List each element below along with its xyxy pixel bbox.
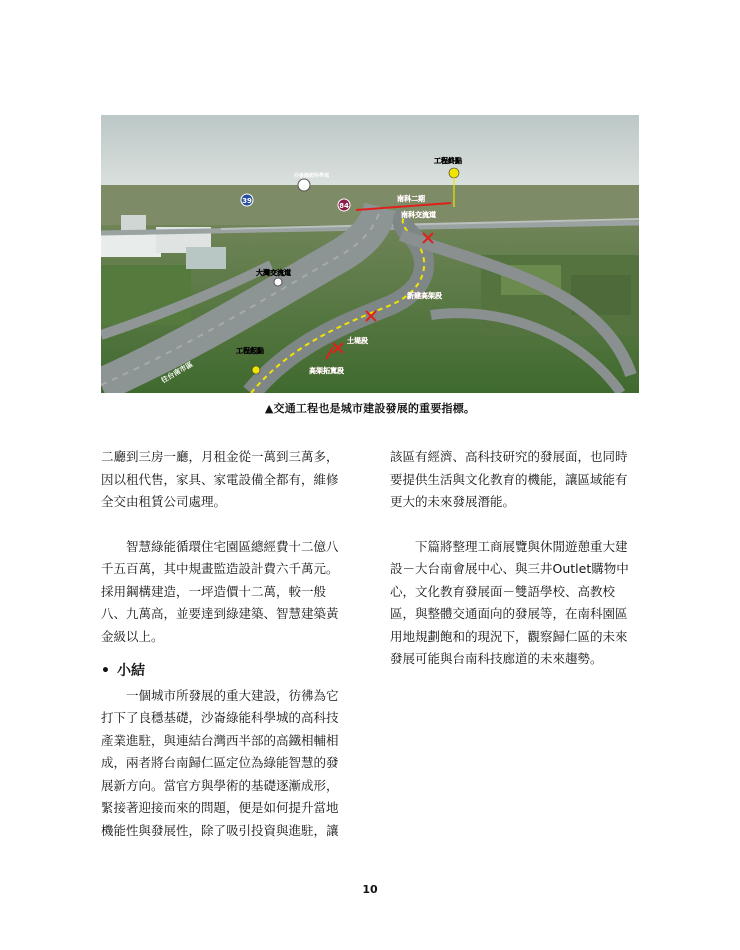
label-south-science-interchange: 南科交流道 bbox=[401, 211, 436, 219]
photo-caption: ▲交通工程也是城市建設發展的重要指標。 bbox=[264, 402, 476, 415]
left-paragraph-2: 智慧綠能循環住宅園區總經費十二億八 千五百萬，其中規畫監造設計費六千萬元。 採用鋼構建造，一坪造價十二萬，較一般 八、九萬高，並要達到綠建築、智慧建築黃 金級以上。 bbox=[101, 538, 339, 644]
route-84-label: 84 bbox=[339, 202, 349, 210]
left-paragraph-3: 一個城市所發展的重大建設，彷彿為它 打下了良穩基礎，沙崙綠能科學城的高科技 產業進駐，與連結台灣西半部的高鐵相輔相 成，兩者將台南歸仁區定位為綠能智慧的發 展新方向。當官方與學術的基礎逐漸成形， 緊接著迎接而來的問題，便是如何提升當地 機能性與發展性，除了吸引投資與進駐，讓 bbox=[101, 687, 339, 838]
label-logo: 沙崙綠能科學城 bbox=[294, 173, 330, 179]
label-dawan-interchange: 大灣交流道 bbox=[256, 269, 291, 277]
label-engineering-end: 工程終點 bbox=[434, 157, 462, 165]
route-39-label: 39 bbox=[242, 197, 252, 205]
sky bbox=[101, 115, 639, 193]
label-to-tainan: 往台南市區 bbox=[160, 360, 195, 385]
right-paragraph-1: 該區有經濟、高科技研究的發展面，也同時 要提供生活與文化教育的機能，讓區域能有 更大的未來發展潛能。 bbox=[390, 449, 628, 509]
label-engineering-start: 工程起點 bbox=[236, 347, 264, 355]
label-widened-viaduct: 高架拓寬段 bbox=[309, 367, 344, 375]
page-number: 10 bbox=[362, 883, 378, 896]
label-south-science-2nd: 南科二期 bbox=[397, 195, 425, 203]
right-column bbox=[390, 446, 648, 671]
right-paragraph-2: 下篇將整理工商展覽與休閒遊憩重大建 設－大台南會展中心、與三井Outlet購物中 心，文化教育發展面－雙語學校、高教校 區，與整體交通面向的發展等，在南科園區 用地規劃飽和的現況下，觀察歸仁區的未來 發展可能與台南科技廊道的未來趨勢。 bbox=[390, 538, 629, 666]
bullet-icon: • bbox=[101, 663, 110, 679]
left-paragraph-1: 二廳到三房一廳，月租金從一萬到三萬多， 因以租代售，家具、家電設備全都有，維修 全交由租賃公司處理。 bbox=[101, 449, 339, 509]
label-earthwork: 土堤段 bbox=[347, 337, 368, 345]
aerial-highway-photo bbox=[101, 115, 639, 393]
section-heading-text: 小結 bbox=[117, 663, 145, 679]
label-new-viaduct: 新建高架段 bbox=[407, 292, 442, 300]
section-heading bbox=[101, 660, 359, 683]
left-column bbox=[101, 446, 359, 842]
